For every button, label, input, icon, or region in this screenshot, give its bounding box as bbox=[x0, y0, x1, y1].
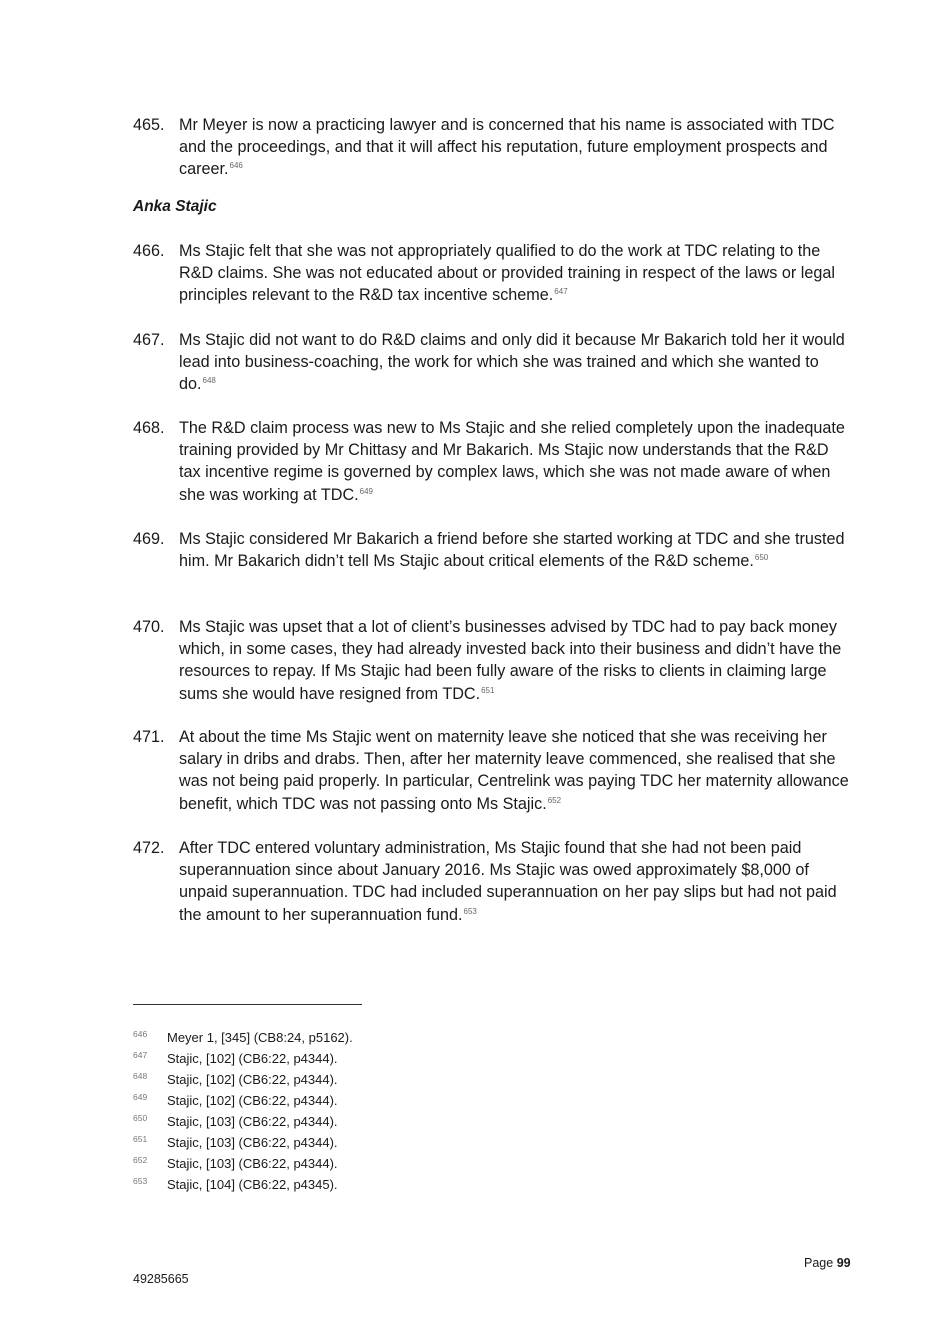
paragraph-469 bbox=[133, 528, 853, 572]
footnote-ref[interactable]: 649 bbox=[359, 486, 373, 496]
paragraph-text: Mr Meyer is now a practicing lawyer and is concerned that his name is associated with TDC and the proceedings, and that it will affect his reputation, future employment prospects and career. bbox=[179, 116, 835, 179]
page-label: Page bbox=[804, 1256, 834, 1270]
footnote-item bbox=[133, 1050, 633, 1071]
footnote-text: Stajic, [103] (CB6:22, p4344). bbox=[167, 1114, 338, 1129]
paragraph-470 bbox=[133, 616, 853, 705]
page-number bbox=[804, 1255, 851, 1271]
paragraph-text: Ms Stajic did not want to do R&D claims and only did it because Mr Bakarich told her it would lead into business-coaching, the work for which she was trained and which she wanted to do. bbox=[179, 331, 845, 394]
footnote-number: 646 bbox=[133, 1029, 148, 1039]
paragraph-text: At about the time Ms Stajic went on maternity leave she noticed that she was receiving her salary in dribs and drabs. Then, after her maternity leave commenced, she realised that she was not being paid properly. In particular, Centrelink was paying TDC her maternity allowance benefit, which TDC was not passing onto Ms Stajic. bbox=[179, 728, 849, 813]
paragraph-text: Ms Stajic considered Mr Bakarich a friend before she started working at TDC and she trusted him. Mr Bakarich didn’t tell Ms Stajic about critical elements of the R&D scheme. bbox=[179, 530, 845, 571]
footnotes bbox=[133, 1029, 633, 1197]
footnote-ref[interactable]: 650 bbox=[754, 553, 769, 563]
page-number-value: 99 bbox=[836, 1256, 851, 1270]
footnote-text: Stajic, [103] (CB6:22, p4344). bbox=[167, 1156, 338, 1171]
footnote-ref[interactable]: 647 bbox=[554, 287, 568, 297]
footnote-number: 652 bbox=[133, 1155, 148, 1165]
footnote-item bbox=[133, 1092, 633, 1113]
footnote-ref[interactable]: 648 bbox=[202, 376, 216, 386]
paragraph-number: 472. bbox=[133, 839, 165, 857]
paragraph-number: 470. bbox=[133, 618, 165, 636]
footnote-item bbox=[133, 1134, 633, 1155]
paragraph-468 bbox=[133, 417, 853, 506]
footnote-item bbox=[133, 1155, 633, 1176]
paragraph-text: Ms Stajic felt that she was not appropriately qualified to do the work at TDC relating to the R&D claims. She was not educated about or provided training in respect of the laws or legal principles relevant to the R&D tax incentive scheme. bbox=[179, 242, 835, 305]
footnote-text: Stajic, [102] (CB6:22, p4344). bbox=[167, 1072, 338, 1087]
paragraph-text: The R&D claim process was new to Ms Stajic and she relied completely upon the inadequate training provided by Mr Chittasy and Mr Bakarich. Ms Stajic now understands that the R&D tax incentive regime is governed by complex laws, which she was not made aware of when she was working at TDC. bbox=[179, 419, 845, 504]
section-heading: Anka Stajic bbox=[133, 198, 217, 215]
paragraph-466 bbox=[133, 240, 853, 307]
footnote-number: 648 bbox=[133, 1071, 148, 1081]
footnote-text: Stajic, [103] (CB6:22, p4344). bbox=[167, 1135, 338, 1150]
document-id: 49285665 bbox=[133, 1272, 189, 1286]
paragraph-number: 466. bbox=[133, 242, 165, 260]
footnote-text: Meyer 1, [345] (CB8:24, p5162). bbox=[167, 1030, 353, 1045]
paragraph-465 bbox=[133, 114, 853, 181]
footnote-ref[interactable]: 646 bbox=[229, 161, 243, 171]
footnote-separator bbox=[133, 1004, 362, 1005]
footnote-text: Stajic, [102] (CB6:22, p4344). bbox=[167, 1051, 338, 1066]
paragraph-number: 467. bbox=[133, 331, 165, 349]
paragraph-number: 471. bbox=[133, 728, 165, 746]
footnote-number: 653 bbox=[133, 1176, 148, 1186]
footnote-ref[interactable]: 652 bbox=[547, 795, 562, 805]
paragraph-text: Ms Stajic was upset that a lot of client’s businesses advised by TDC had to pay back money which, in some cases, they had already invested back into their business and didn’t have the resources to repay. If Ms Stajic had been fully aware of the risks to clients in claiming large sums she would have resigned from TDC. bbox=[179, 618, 842, 703]
footnote-number: 650 bbox=[133, 1113, 148, 1123]
footnote-item bbox=[133, 1071, 633, 1092]
paragraph-text: After TDC entered voluntary administration, Ms Stajic found that she had not been paid superannuation since about January 2016. Ms Stajic was owed approximately $8,000 of unpaid superannuation. TDC had included superannuation on her pay slips but had not paid the amount to her superannuation fund. bbox=[179, 839, 837, 924]
footnote-text: Stajic, [104] (CB6:22, p4345). bbox=[167, 1177, 338, 1192]
footnote-item bbox=[133, 1029, 633, 1050]
paragraph-467 bbox=[133, 329, 853, 396]
footnote-ref[interactable]: 653 bbox=[463, 906, 477, 916]
paragraph-471 bbox=[133, 726, 853, 815]
footnote-ref[interactable]: 651 bbox=[481, 685, 495, 695]
paragraph-number: 465. bbox=[133, 116, 165, 134]
footnote-text: Stajic, [102] (CB6:22, p4344). bbox=[167, 1093, 338, 1108]
paragraph-number: 469. bbox=[133, 530, 165, 548]
footnote-number: 647 bbox=[133, 1050, 148, 1060]
footnote-number: 649 bbox=[133, 1092, 148, 1102]
footnote-number: 651 bbox=[133, 1134, 148, 1144]
paragraph-472 bbox=[133, 837, 853, 926]
paragraph-number: 468. bbox=[133, 419, 165, 437]
footnote-item bbox=[133, 1176, 633, 1197]
footnote-item bbox=[133, 1113, 633, 1134]
